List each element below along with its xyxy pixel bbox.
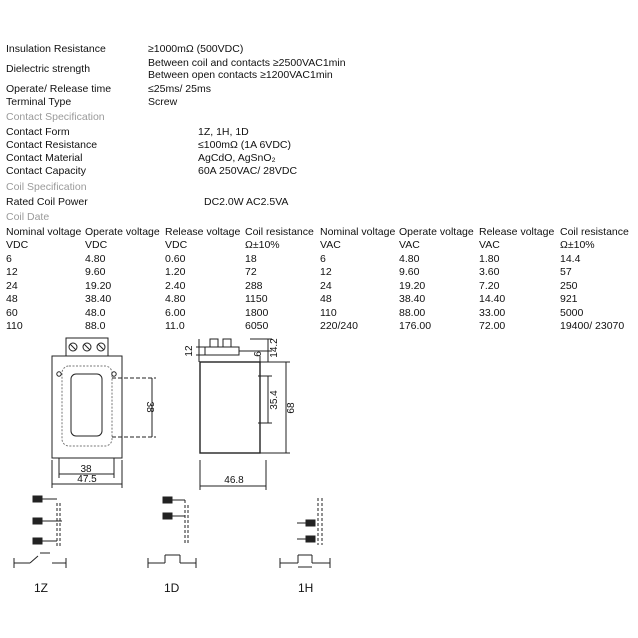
table-row-cell: 11.0	[165, 320, 185, 332]
table-row-cell: 88.00	[399, 307, 426, 319]
dim-38-horizontal: 38	[80, 464, 92, 475]
table-row-cell: 0.60	[165, 253, 186, 265]
table-row-cell: 4.80	[399, 253, 420, 265]
table-row-cell: 1.20	[165, 266, 186, 278]
table-row-cell: 19.20	[85, 280, 112, 292]
coil-data-heading: Coil Date	[6, 211, 50, 223]
operate-label: Operate/ Release time	[6, 83, 112, 95]
table-row-cell: 110	[320, 307, 337, 319]
table-row-cell: 72	[245, 266, 257, 278]
contact-material-label: Contact Material	[6, 152, 83, 164]
table-header-cell: Operate voltage	[399, 226, 474, 238]
table-row-cell: 19.20	[399, 280, 426, 292]
dielectric-line2: Between open contacts ≥1200VAC1min	[148, 69, 333, 81]
rated-coil-value: DC2.0W AC2.5VA	[204, 196, 289, 208]
side-view	[196, 339, 290, 490]
dim-14-2: 14.2	[269, 338, 280, 358]
dielectric-label: Dielectric strength	[6, 63, 91, 75]
front-view	[52, 338, 156, 488]
contact-spec-heading: Contact Specification	[6, 111, 105, 123]
schematic-1h-label: 1H	[298, 581, 314, 595]
table-header-cell: Release voltage	[165, 226, 241, 238]
table-row-cell: 24	[6, 280, 18, 292]
contact-form-label: Contact Form	[6, 126, 70, 138]
table-row-cell: 48	[6, 293, 18, 305]
contact-form-value: 1Z, 1H, 1D	[198, 126, 249, 138]
table-units-cell: Ω±10%	[245, 239, 280, 251]
table-row-cell: 921	[560, 293, 578, 305]
table-row-cell: 3.60	[479, 266, 500, 278]
table-units-cell: VAC	[399, 239, 420, 251]
table-row-cell: 1150	[245, 293, 268, 305]
table-row-cell: 1800	[245, 307, 269, 319]
table-row-cell: 12	[6, 266, 18, 278]
table-row-cell: 19400/ 23070	[560, 320, 625, 332]
table-row-cell: 24	[320, 280, 332, 292]
table-row-cell: 288	[245, 280, 263, 292]
table-header-cell: Nominal voltage	[6, 226, 82, 238]
table-row-cell: 60	[6, 307, 18, 319]
dim-47-5: 47.5	[77, 474, 97, 485]
table-row-cell: 1.80	[479, 253, 500, 265]
contact-capacity-value: 60A 250VAC/ 28VDC	[198, 165, 298, 177]
table-row-cell: 220/240	[320, 320, 358, 332]
table-row-cell: 14.40	[479, 293, 506, 305]
table-row-cell: 9.60	[85, 266, 106, 278]
table-row-cell: 18	[245, 253, 257, 265]
table-row-cell: 48.0	[85, 307, 106, 319]
dim-68: 68	[286, 402, 297, 414]
table-row-cell: 7.20	[479, 280, 500, 292]
table-row-cell: 6050	[245, 320, 269, 332]
table-row-cell: 6	[6, 253, 12, 265]
dim-12: 12	[184, 345, 195, 357]
table-row-cell: 2.40	[165, 280, 186, 292]
table-row-cell: 176.00	[399, 320, 432, 332]
schematic-1d	[148, 497, 196, 568]
table-row-cell: 38.40	[399, 293, 426, 305]
table-row-cell: 88.0	[85, 320, 106, 332]
table-row-cell: 250	[560, 280, 578, 292]
contact-resistance-label: Contact Resistance	[6, 139, 98, 151]
table-row-cell: 4.80	[165, 293, 186, 305]
table-row-cell: 12	[320, 266, 332, 278]
table-units-cell: Ω±10%	[560, 239, 595, 251]
table-row-cell: 4.80	[85, 253, 106, 265]
table-units-cell: VAC	[320, 239, 341, 251]
table-row-cell: 38.40	[85, 293, 112, 305]
dim-35-4: 35.4	[269, 390, 280, 410]
table-row-cell: 33.00	[479, 307, 506, 319]
table-row-cell: 6.00	[165, 307, 186, 319]
schematic-1z-label: 1Z	[34, 581, 49, 595]
table-row-cell: 72.00	[479, 320, 506, 332]
contact-resistance-value: ≤100mΩ (1A 6VDC)	[198, 139, 291, 151]
terminal-value: Screw	[148, 96, 178, 108]
table-row-cell: 6	[320, 253, 326, 265]
table-header-cell: Coil resistance	[560, 226, 629, 238]
insulation-value: ≥1000mΩ (500VDC)	[148, 43, 244, 55]
table-row-cell: 48	[320, 293, 332, 305]
schematic-1h	[280, 498, 330, 568]
operate-value: ≤25ms/ 25ms	[148, 83, 211, 95]
schematic-1d-label: 1D	[164, 581, 180, 595]
table-row-cell: 57	[560, 266, 572, 278]
coil-spec-heading: Coil Specification	[6, 181, 87, 193]
table-units-cell: VDC	[6, 239, 29, 251]
contact-material-value: AgCdO, AgSnO₂	[198, 152, 276, 164]
table-header-cell: Operate voltage	[85, 226, 160, 238]
table-units-cell: VAC	[479, 239, 500, 251]
rated-coil-label: Rated Coil Power	[6, 196, 88, 208]
terminal-label: Terminal Type	[6, 96, 72, 108]
table-header-cell: Nominal voltage	[320, 226, 396, 238]
table-row-cell: 14.4	[560, 253, 581, 265]
dim-6: 6	[253, 351, 264, 357]
dim-46-8: 46.8	[224, 475, 244, 486]
dim-38-vertical: 38	[144, 401, 155, 413]
table-row-cell: 110	[6, 320, 23, 332]
table-row-cell: 9.60	[399, 266, 420, 278]
table-units-cell: VDC	[85, 239, 108, 251]
table-header-cell: Coil resistance	[245, 226, 314, 238]
table-units-cell: VDC	[165, 239, 188, 251]
table-header-cell: Release voltage	[479, 226, 555, 238]
insulation-label: Insulation Resistance	[6, 43, 106, 55]
contact-capacity-label: Contact Capacity	[6, 165, 86, 177]
schematic-1z	[14, 496, 66, 568]
dielectric-line1: Between coil and contacts ≥2500VAC1min	[148, 57, 346, 69]
table-row-cell: 5000	[560, 307, 584, 319]
